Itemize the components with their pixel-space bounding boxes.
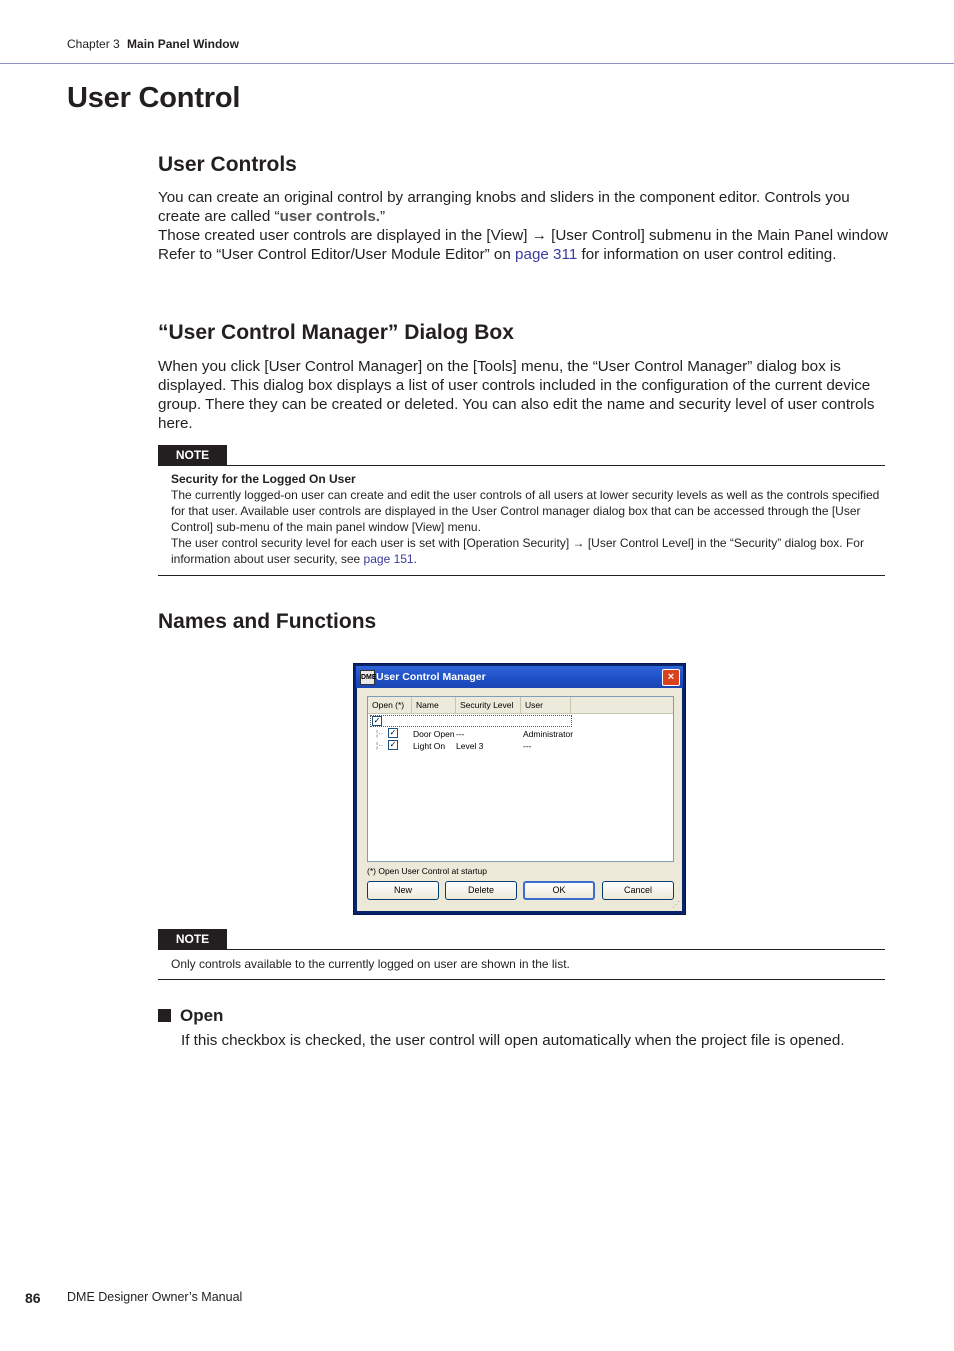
p1-end: ” <box>380 208 386 225</box>
note-title: Security for the Logged On User <box>171 472 356 486</box>
open-heading <box>158 1006 223 1026</box>
new-button[interactable]: New <box>367 881 439 900</box>
user-control-list[interactable] <box>367 696 674 862</box>
focus-rect <box>370 715 572 727</box>
running-header <box>67 37 239 51</box>
delete-button[interactable]: Delete <box>445 881 517 900</box>
root-checkbox[interactable]: ✓ <box>373 716 381 725</box>
chapter-label: Chapter 3 <box>67 37 120 51</box>
p1-bold: user controls. <box>279 208 380 225</box>
user-controls-p1 <box>158 188 888 226</box>
note2-bottom-rule <box>158 979 885 980</box>
p1-text: You can create an original control by arranging knobs and sliders in the component editor. Controls you create are called “ <box>158 189 850 225</box>
note-bottom-rule <box>158 575 885 576</box>
resize-grip-icon[interactable]: ⋰ <box>672 900 680 909</box>
user-controls-p2: Those created user controls are displayed in the [View] → [User Control] submenu in the Main Panel window <box>158 227 888 244</box>
note-line1: The currently logged-on user can create and edit the user controls of all users at lower security levels as well as the controls specified for that user. Available user controls are displayed in the User Control manager dialog box that can be accessed through the [User Control] sub-menu of the main panel window [View] menu. <box>171 488 880 534</box>
note-line2-before: The user control security level for each user is set with [Operation Security] → [User Control Level] in the “Security” dialog box. For information about user security, see <box>171 536 864 566</box>
page-number: 86 <box>25 1290 41 1306</box>
close-icon[interactable]: × <box>662 669 680 686</box>
row-name: Door Open <box>413 729 455 739</box>
dialog-box-heading: “User Control Manager” Dialog Box <box>158 321 514 344</box>
page-151-link[interactable]: page 151 <box>363 552 414 566</box>
dialog-box-p1: When you click [User Control Manager] on the [Tools] menu, the “User Control Manager” dialog box is displayed. This dialog box displays a list of user controls included in the configuration of the current device group. There they can be created or deleted. You can also edit the name and security level of user controls here. <box>158 358 875 432</box>
open-heading-text: Open <box>180 1006 224 1025</box>
user-controls-p3 <box>158 245 888 264</box>
note-line2 <box>171 535 883 567</box>
row-user: Administrator <box>523 729 574 739</box>
dialog-titlebar[interactable] <box>356 666 683 688</box>
note-security-body <box>171 471 883 567</box>
list-header <box>368 697 673 714</box>
p3-before: Refer to “User Control Editor/User Module Editor” on <box>158 246 516 263</box>
column-security-level[interactable]: Security Level <box>456 697 521 713</box>
note-line2-after: . <box>413 552 417 566</box>
note2-body: Only controls available to the currently logged on user are shown in the list. <box>171 957 570 971</box>
column-open[interactable]: Open (*) <box>368 697 412 713</box>
app-icon: DME <box>360 670 375 685</box>
user-controls-body <box>158 188 888 264</box>
square-bullet-icon <box>158 1009 171 1022</box>
user-controls-heading: User Controls <box>158 153 297 176</box>
page-title: User Control <box>67 82 241 114</box>
cancel-button[interactable]: Cancel <box>602 881 674 900</box>
list-item[interactable] <box>368 740 668 752</box>
row-user: --- <box>523 741 532 751</box>
p3-after: for information on user control editing. <box>577 246 837 263</box>
startup-note: (*) Open User Control at startup <box>367 866 487 876</box>
note-tag-2: NOTE <box>158 929 227 949</box>
row-level: Level 3 <box>456 741 484 751</box>
dialog-box-body <box>158 357 888 433</box>
note2-top-rule <box>158 949 885 950</box>
dialog-body <box>357 688 682 911</box>
row-name: Light On <box>413 741 446 751</box>
column-name[interactable]: Name <box>412 697 456 713</box>
row-level: --- <box>456 729 465 739</box>
section-label: Main Panel Window <box>127 37 239 51</box>
ok-button[interactable]: OK <box>523 881 595 900</box>
column-user[interactable]: User <box>521 697 571 713</box>
note-top-rule <box>158 465 885 466</box>
header-divider <box>0 63 954 64</box>
dialog-title: User Control Manager <box>376 671 486 683</box>
tree-connector: ¦·· <box>376 729 384 738</box>
user-control-manager-dialog <box>353 663 686 915</box>
row-checkbox[interactable]: ✓ <box>389 728 397 737</box>
note-tag: NOTE <box>158 445 227 465</box>
page-311-link[interactable]: page 311 <box>515 246 578 263</box>
row-checkbox[interactable]: ✓ <box>389 740 397 749</box>
manual-title: DME Designer Owner’s Manual <box>67 1290 243 1304</box>
tree-connector: ¦·· <box>376 741 384 750</box>
list-item[interactable] <box>368 728 668 740</box>
open-description: If this checkbox is checked, the user control will open automatically when the project file is opened. <box>181 1032 845 1049</box>
names-functions-heading: Names and Functions <box>158 610 377 633</box>
